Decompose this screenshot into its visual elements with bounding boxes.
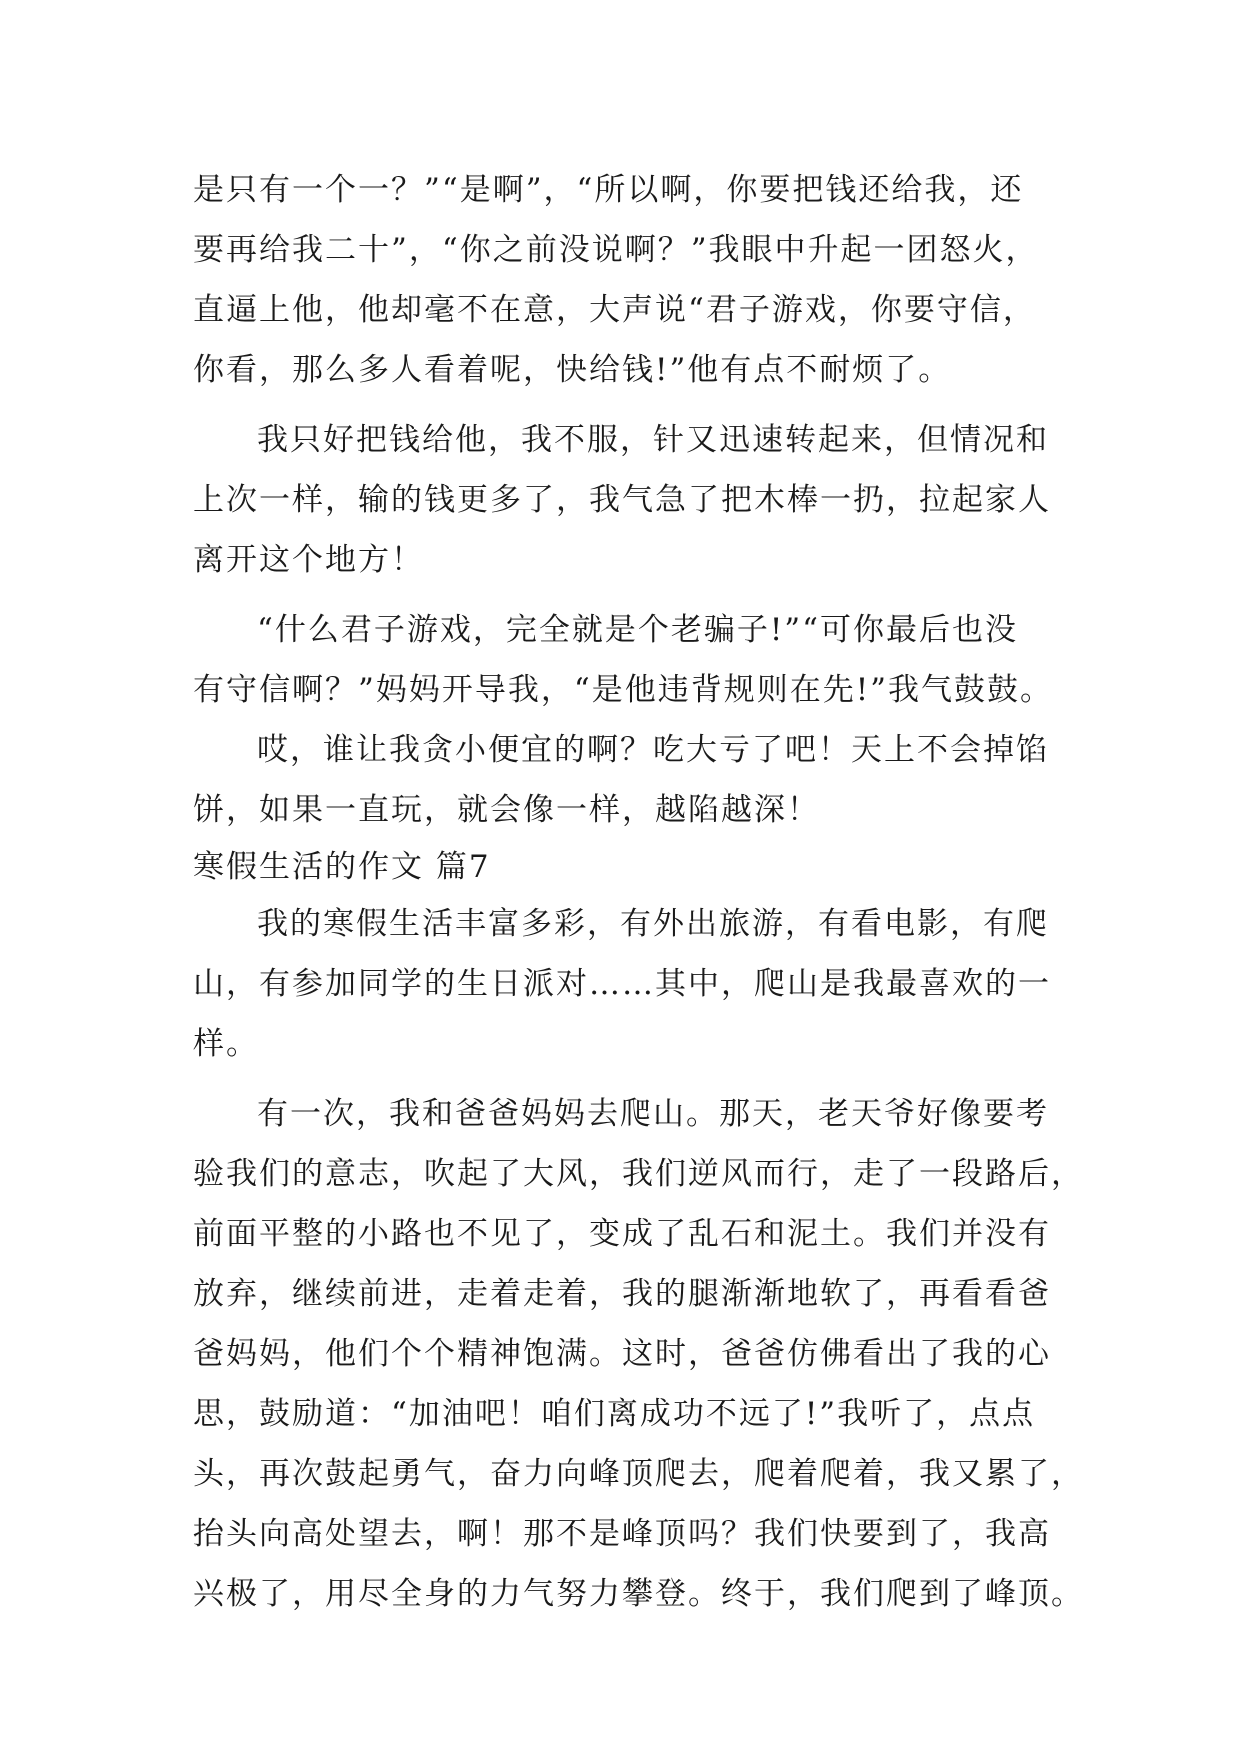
paragraph (193, 720, 1053, 840)
text-line: 有一次，我和爸爸妈妈去爬山。那天，老天爷好像要考 (257, 1096, 1049, 1132)
text-line: 样。 (193, 1026, 259, 1062)
section-heading: 寒假生活的作文 篇7 (193, 849, 491, 885)
paragraph (193, 600, 1053, 720)
text-line: 是只有一个一？”“是啊”，“所以啊，你要把钱还给我，还 (193, 172, 1024, 208)
paragraph (193, 1084, 1084, 1624)
text-line: 兴极了，用尽全身的力气努力攀登。终于，我们爬到了峰顶。 (193, 1576, 1084, 1612)
paragraph (193, 160, 1053, 400)
paragraph-gap (193, 1074, 1053, 1084)
text-line: 要再给我二十”，“你之前没说啊？”我眼中升起一团怒火， (193, 232, 1039, 268)
text-line: 哎，谁让我贪小便宜的啊？吃大亏了吧！天上不会掉馅 (257, 732, 1049, 768)
paragraph (193, 410, 1053, 590)
text-line: 抬头向高处望去，啊！那不是峰顶吗？我们快要到了，我高 (193, 1516, 1051, 1552)
text-line: 我只好把钱给他，我不服，针又迅速转起来，但情况和 (257, 422, 1049, 458)
text-line: 直逼上他，他却毫不在意，大声说“君子游戏，你要守信， (193, 292, 1036, 328)
text-line: 你看，那么多人看着呢，快给钱!”他有点不耐烦了。 (193, 352, 952, 388)
text-line: 爸妈妈，他们个个精神饱满。这时，爸爸仿佛看出了我的心 (193, 1336, 1051, 1372)
text-line: 前面平整的小路也不见了，变成了乱石和泥土。我们并没有 (193, 1216, 1051, 1252)
text-line: 我的寒假生活丰富多彩，有外出旅游，有看电影，有爬 (257, 906, 1049, 942)
text-line: 山，有参加同学的生日派对……其中，爬山是我最喜欢的一 (193, 966, 1051, 1002)
text-line: “什么君子游戏，完全就是个老骗子!”“可你最后也没 (257, 612, 1018, 648)
text-line: 离开这个地方！ (193, 542, 424, 578)
document-body (193, 160, 1084, 1624)
text-line: 放弃，继续前进，走着走着，我的腿渐渐地软了，再看看爸 (193, 1276, 1051, 1312)
text-line: 上次一样，输的钱更多了，我气急了把木棒一扔，拉起家人 (193, 482, 1051, 518)
text-line: 有守信啊？”妈妈开导我，“是他违背规则在先!”我气鼓鼓。 (193, 672, 1053, 708)
text-line: 头，再次鼓起勇气，奋力向峰顶爬去，爬着爬着，我又累了， (193, 1456, 1084, 1492)
paragraph-gap (193, 590, 1053, 600)
text-line: 思，鼓励道：“加油吧！咱们离成功不远了!”我听了，点点 (193, 1396, 1036, 1432)
text-line: 饼，如果一直玩，就会像一样，越陷越深！ (193, 792, 820, 828)
paragraph (193, 894, 1053, 1074)
paragraph-gap (193, 400, 1053, 410)
text-line: 验我们的意志，吹起了大风，我们逆风而行，走了一段路后， (193, 1156, 1084, 1192)
